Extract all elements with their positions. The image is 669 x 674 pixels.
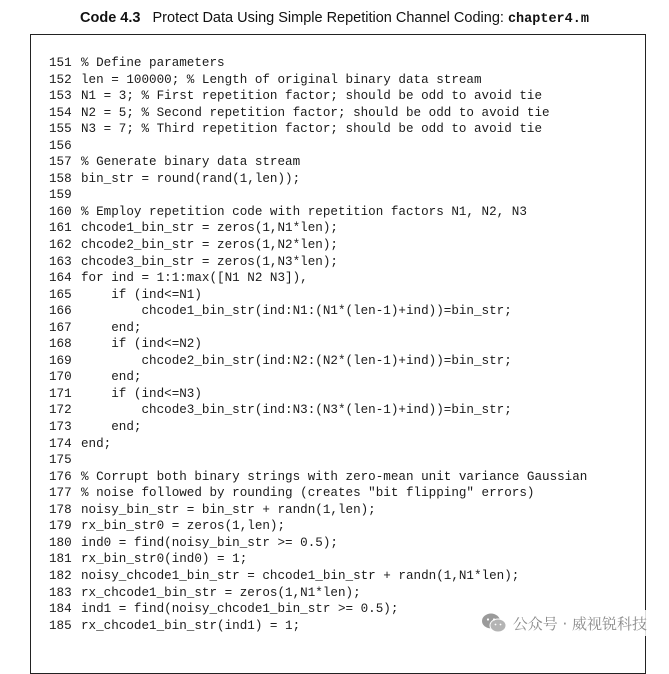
code-line [49, 154, 587, 171]
code-line [49, 452, 587, 469]
line-text: noisy_chcode1_bin_str = chcode1_bin_str + randn(1,N1*len); [81, 568, 520, 583]
line-text: for ind = 1:1:max([N1 N2 N3]), [81, 271, 308, 286]
line-text: ind1 = find(noisy_chcode1_bin_str >= 0.5); [81, 602, 399, 617]
line-text: % Employ repetition code with repetition factors N1, N2, N3 [81, 204, 527, 219]
watermark-text: 公众号 · 威视锐科技 [512, 614, 647, 633]
line-number: 168 [49, 337, 72, 352]
line-text: chcode1_bin_str(ind:N1:(N1*(len-1)+ind))=bin_str; [81, 304, 512, 319]
code-line [49, 436, 587, 453]
code-line [49, 353, 587, 370]
code-caption [0, 10, 669, 27]
code-line [49, 303, 587, 320]
code-line [49, 386, 587, 403]
line-text: chcode3_bin_str(ind:N3:(N3*(len-1)+ind))=bin_str; [81, 403, 512, 418]
line-number: 165 [49, 287, 72, 302]
code-line [49, 287, 587, 304]
line-number: 159 [49, 188, 72, 203]
line-text: chcode2_bin_str = zeros(1,N2*len); [81, 238, 338, 253]
line-number: 183 [49, 585, 72, 600]
line-text: % Define parameters [81, 56, 225, 70]
line-number: 184 [49, 602, 72, 617]
code-line [49, 88, 587, 105]
caption-filename: chapter4.m [507, 12, 589, 27]
line-number: 175 [49, 453, 72, 468]
line-number: 185 [49, 618, 72, 633]
wechat-icon [481, 612, 507, 634]
line-text: end; [81, 436, 112, 451]
code-line [49, 55, 587, 72]
line-text: noisy_bin_str = bin_str + randn(1,len); [81, 502, 376, 517]
code-line [49, 72, 587, 89]
line-number: 160 [49, 204, 72, 219]
line-number: 180 [49, 535, 72, 550]
code-line [49, 187, 587, 204]
line-number: 171 [49, 386, 72, 401]
code-line [49, 237, 587, 254]
line-text: chcode3_bin_str = zeros(1,N3*len); [81, 254, 338, 269]
code-line [49, 419, 587, 436]
code-line [49, 204, 587, 221]
line-number: 177 [49, 486, 72, 501]
code-line [49, 585, 587, 602]
line-text: % noise followed by rounding (creates "bit flipping" errors) [81, 486, 535, 501]
line-text: N2 = 5; % Second repetition factor; should be odd to avoid tie [81, 105, 550, 120]
line-text: N3 = 7; % Third repetition factor; should be odd to avoid tie [81, 122, 543, 137]
line-text: N1 = 3; % First repetition factor; should be odd to avoid tie [81, 89, 543, 104]
line-text: % Generate binary data stream [81, 155, 301, 170]
code-line [49, 402, 587, 419]
code-line [49, 220, 587, 237]
caption-title: Protect Data Using Simple Repetition Channel Coding: [152, 10, 504, 26]
line-text: if (ind<=N3) [81, 386, 202, 401]
line-text: % Corrupt both binary strings with zero-mean unit variance Gaussian [81, 469, 588, 484]
line-number: 174 [49, 436, 72, 451]
line-text: chcode1_bin_str = zeros(1,N1*len); [81, 221, 338, 236]
line-number: 154 [49, 105, 72, 120]
line-number: 179 [49, 519, 72, 534]
code-line [49, 518, 587, 535]
line-number: 152 [49, 72, 72, 87]
code-line [49, 320, 587, 337]
code-line [49, 369, 587, 386]
line-text: len = 100000; % Length of original binary data stream [81, 72, 482, 87]
code-line [49, 171, 587, 188]
code-line [49, 535, 587, 552]
line-number: 153 [49, 89, 72, 104]
line-number: 162 [49, 238, 72, 253]
line-number: 170 [49, 370, 72, 385]
line-text: chcode2_bin_str(ind:N2:(N2*(len-1)+ind))=bin_str; [81, 353, 512, 368]
line-number: 163 [49, 254, 72, 269]
line-text: rx_bin_str0 = zeros(1,len); [81, 519, 286, 534]
line-text: rx_chcode1_bin_str(ind1) = 1; [81, 618, 301, 633]
watermark [477, 610, 651, 636]
line-number: 151 [49, 56, 72, 70]
code-line [49, 568, 587, 585]
code-lines [49, 55, 587, 634]
line-number: 169 [49, 353, 72, 368]
code-listing-box [30, 34, 646, 674]
code-line [49, 105, 587, 122]
code-line [49, 551, 587, 568]
code-line [49, 336, 587, 353]
line-text: if (ind<=N1) [81, 287, 202, 302]
line-text: ind0 = find(noisy_bin_str >= 0.5); [81, 535, 338, 550]
line-text: end; [81, 320, 142, 335]
line-number: 182 [49, 568, 72, 583]
code-line [49, 121, 587, 138]
line-text: rx_bin_str0(ind0) = 1; [81, 552, 248, 567]
line-text: end; [81, 370, 142, 385]
line-text: rx_chcode1_bin_str = zeros(1,N1*len); [81, 585, 361, 600]
line-text: end; [81, 420, 142, 435]
line-number: 155 [49, 122, 72, 137]
line-number: 158 [49, 171, 72, 186]
line-number: 164 [49, 271, 72, 286]
code-line [49, 138, 587, 155]
line-number: 157 [49, 155, 72, 170]
line-number: 176 [49, 469, 72, 484]
line-number: 172 [49, 403, 72, 418]
line-text: if (ind<=N2) [81, 337, 202, 352]
line-number: 181 [49, 552, 72, 567]
code-line [49, 270, 587, 287]
line-number: 167 [49, 320, 72, 335]
code-line [49, 485, 587, 502]
line-text: bin_str = round(rand(1,len)); [81, 171, 301, 186]
code-line [49, 254, 587, 271]
line-number: 173 [49, 420, 72, 435]
line-number: 156 [49, 138, 72, 153]
line-number: 178 [49, 502, 72, 517]
caption-label: Code 4.3 [80, 10, 141, 26]
code-line [49, 469, 587, 486]
line-number: 166 [49, 304, 72, 319]
line-number: 161 [49, 221, 72, 236]
code-line [49, 502, 587, 519]
